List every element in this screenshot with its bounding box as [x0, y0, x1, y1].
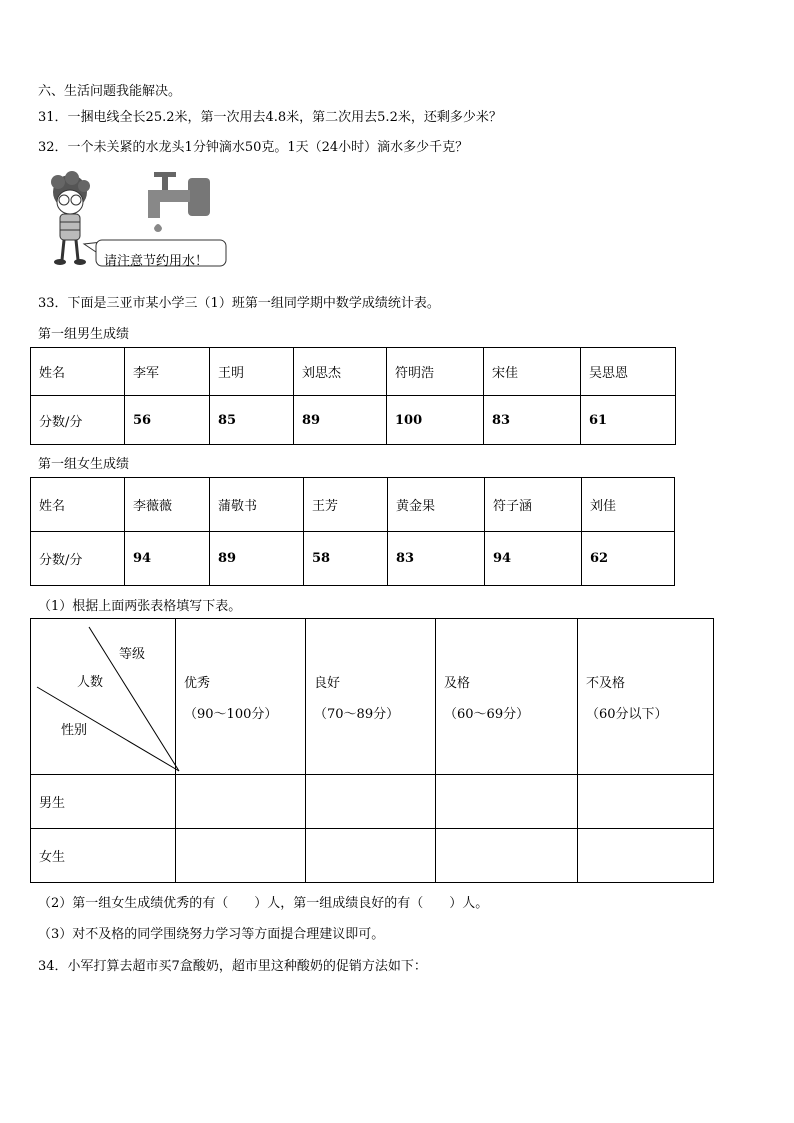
girls-caption: 第一组女生成绩: [38, 457, 130, 472]
header-range: （60～69分）: [444, 706, 530, 722]
header-excellent: [176, 619, 306, 775]
table-cell: 83: [388, 532, 485, 586]
table-cell: 吴思恩: [581, 348, 676, 396]
table-cell: 李军: [125, 348, 210, 396]
table-cell: 李薇薇: [125, 478, 210, 532]
table-cell: 62: [582, 532, 675, 586]
table-cell: 姓名: [31, 478, 125, 532]
section-title: 六、生活问题我能解决。: [38, 84, 182, 99]
blank-cell[interactable]: [176, 829, 306, 883]
table-cell: 89: [294, 396, 387, 445]
header-name: 良好: [314, 675, 341, 691]
header-name: 优秀: [184, 675, 211, 691]
table-cell: 蒲敬书: [210, 478, 304, 532]
table-cell: 94: [125, 532, 210, 586]
table-cell: 56: [125, 396, 210, 445]
table-cell: 58: [304, 532, 388, 586]
diagonal-lines: [31, 619, 183, 775]
boys-caption: 第一组男生成绩: [38, 327, 130, 342]
header-name: 不及格: [586, 675, 626, 691]
part-3-question: （3）对不及格的同学围绕努力学习等方面提合理建议即可。: [38, 927, 385, 942]
question-33: 33．下面是三亚市某小学三（1）班第一组同学期中数学成绩统计表。: [38, 296, 440, 311]
table-cell: 黄金果: [388, 478, 485, 532]
header-range: （70～89分）: [314, 706, 400, 722]
table-cell: 61: [581, 396, 676, 445]
table-cell: 分数/分: [31, 396, 125, 445]
part-1-instruction: （1）根据上面两张表格填写下表。: [38, 599, 242, 614]
question-34: 34．小军打算去超市买7盒酸奶，超市里这种酸奶的促销方法如下：: [38, 959, 427, 974]
table-cell: 符明浩: [387, 348, 484, 396]
boys-score-table: [30, 347, 676, 445]
blank-cell[interactable]: [578, 829, 714, 883]
header-fail: [578, 619, 714, 775]
blank-cell[interactable]: [306, 829, 436, 883]
table-cell: 刘思杰: [294, 348, 387, 396]
blank-cell[interactable]: [176, 775, 306, 829]
table-cell: 刘佳: [582, 478, 675, 532]
table-row: [31, 532, 675, 586]
header-name: 及格: [444, 675, 471, 691]
table-row: [31, 348, 676, 396]
table-cell: 宋佳: [484, 348, 581, 396]
table-row: [31, 396, 676, 445]
blank-cell[interactable]: [306, 775, 436, 829]
table-cell: 分数/分: [31, 532, 125, 586]
summary-table: [30, 618, 714, 883]
question-32: 32．一个未关紧的水龙头1分钟滴水50克。1天（24小时）滴水多少千克？: [38, 140, 469, 155]
blank-cell[interactable]: [436, 775, 578, 829]
row-label-girls: 女生: [31, 829, 176, 883]
table-cell: 姓名: [31, 348, 125, 396]
water-saving-illustration: [38, 170, 238, 280]
part-2-question: （2）第一组女生成绩优秀的有（ ）人，第一组成绩良好的有（ ）人。: [38, 896, 489, 911]
table-cell: 89: [210, 532, 304, 586]
header-range: （90～100分）: [184, 706, 278, 722]
diag-label-count: 人数: [77, 675, 104, 690]
table-cell: 王芳: [304, 478, 388, 532]
table-cell: 100: [387, 396, 484, 445]
table-cell: 85: [210, 396, 294, 445]
bubble-text: 请注意节约用水！: [104, 254, 209, 269]
table-cell: 83: [484, 396, 581, 445]
table-cell: 王明: [210, 348, 294, 396]
diagonal-header-cell: [31, 619, 176, 775]
header-range: （60分以下）: [586, 706, 668, 722]
diag-label-gender: 性别: [61, 723, 88, 738]
header-good: [306, 619, 436, 775]
row-label-boys: 男生: [31, 775, 176, 829]
girls-score-table: [30, 477, 675, 586]
table-row: [31, 478, 675, 532]
question-31: 31．一捆电线全长25.2米，第一次用去4.8米，第二次用去5.2米，还剩多少米？: [38, 110, 502, 125]
table-row: [31, 619, 714, 775]
header-pass: [436, 619, 578, 775]
table-row: [31, 829, 714, 883]
diag-label-grade: 等级: [119, 647, 146, 662]
blank-cell[interactable]: [436, 829, 578, 883]
table-cell: 符子涵: [485, 478, 582, 532]
table-row: [31, 775, 714, 829]
table-cell: 94: [485, 532, 582, 586]
blank-cell[interactable]: [578, 775, 714, 829]
